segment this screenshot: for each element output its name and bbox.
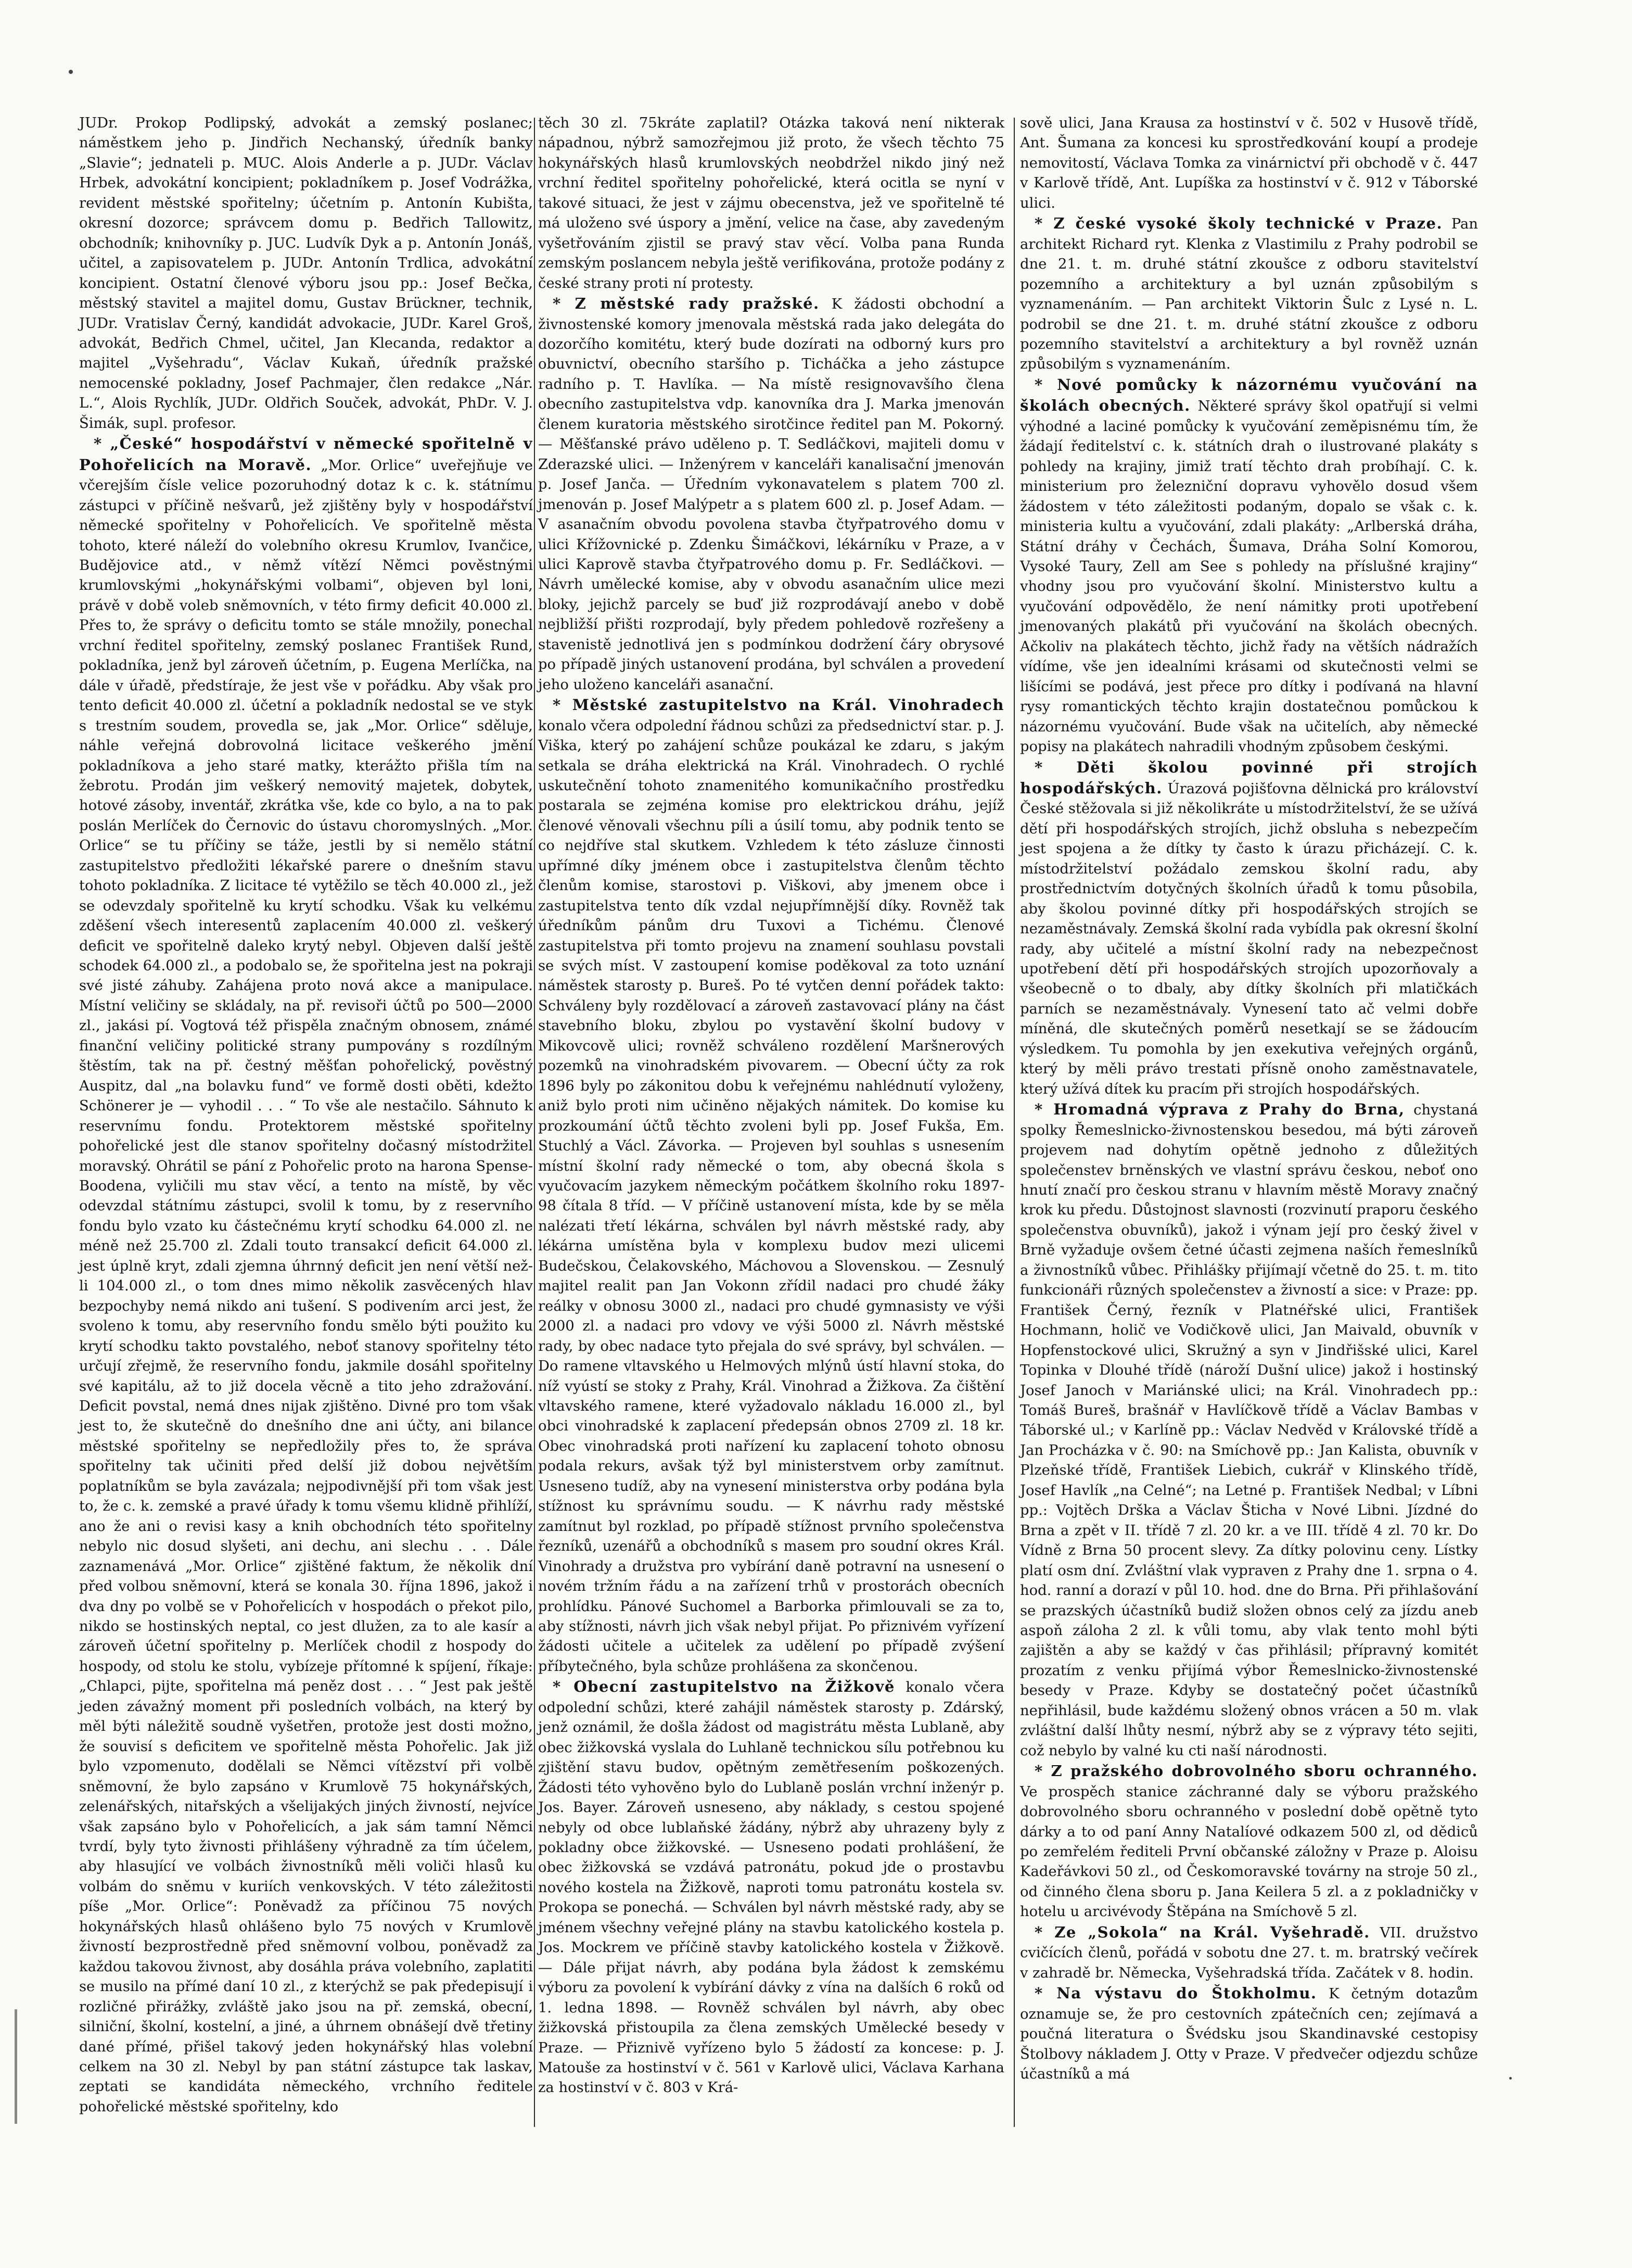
article-body: VII. družstvo cvičících členů, pořádá v sobotu dne 27. t. m. bratrský večírek v zahradě br. Německa, Vyšehradská třída. Začátek v 8. hodin. xyxy=(1020,1924,1478,1981)
article-heading: * Hromadná výprava z Prahy do Brna, xyxy=(1035,1100,1405,1119)
article-paragraph xyxy=(1020,1983,1478,2084)
text-paragraph xyxy=(538,113,1004,294)
article-paragraph xyxy=(538,695,1004,1677)
article-body: K četným dotazům oznamuje se, že pro cestovních zpátečních cen; zejímavá a poučná literatura o Švédsku jsou Skandinavské cestopisy Štolbovy nákladem J. Otty v Praze. V předvečer odjezdu schůze účastníků a má xyxy=(1020,1986,1478,2082)
article-heading: * Z městské rady pražské. xyxy=(553,295,820,313)
page-edge-mark xyxy=(15,2009,17,2124)
article-paragraph xyxy=(1020,1099,1478,1761)
article-body: konalo včera odpolední schůzi, které zahájil náměstek starosty p. Zdárský, jenž oznámil, že došla žádost od magistrátu města Lublaně, aby obec žižkovská vyslala do Luhlaně technickou sílu potřebnou ku zjištění stavu budov, opětným zemětřesením poškozených. Žádosti této vyhověno bylo do Lublaně poslán vrchní inženýr p. Jos. Bayer. Zároveň usneseno, aby náklady, s cestou spojené nebyly od obce lublaňské žádány, nýbrž aby uhrazeny byly z pokladny obce žižkovské. — Usneseno podati prohlášení, že obec žižkovská se vzdává patronátu, pokud jde o prostavbu nového kostela na Žižkově, naproti tomu patronátu kostela sv. Prokopa se ponechá. — Schválen byl návrh městské rady, aby se jménem všechny veřejné plány na stavbu katolického kostela p. Jos. Mockrem ve příčině stavby katolického kostela v Žižkově. — Dále přijat návrh, aby podána byla žádost k zemskému výboru za povolení k vybírání dávky z vína na dalších 6 roků od 1. ledna 1898. — Rovněž schválen byl návrh, aby obec žižkovská přistoupila za člena zemských Umělecké besedy v Praze. — Přiznivě vyřízeno bylo 5 žádostí za koncese: p. J. Matouše za hostinství v č. 561 v Karlově ulici, Václava Karhana za hostinství v č. 803 v Krá- xyxy=(538,1679,1004,2096)
column-rule-1 xyxy=(534,118,535,2127)
article-paragraph xyxy=(1020,213,1478,375)
article-body: „Mor. Orlice“ uveřejňuje ve včerejším čísle velice pozoruhodný dotaz k c. k. státnímu zástupci v příčině nešvarů, jež zjištěny byly v hospodářství německé spořitelny v Pohořelicích. Ve spořitelně města tohoto, které náleží do volebního okresu Krumlov, Ivančice, Budějovice atd., v němž vítězí Němci pověstnými krumlovskými „hokynářskými volbami“, objeven byl loni, právě v době voleb sněmovních, v této firmy deficit 40.000 zl. Přes to, že správy o deficitu tomto se stále množily, ponechal vrchní ředitel spořitelny, zemský poslanec František Rund, pokladníka, jenž byl zároveň účetním, p. Eugena Merlíčka, na dále v úřadě, předstíraje, že jest vše v pořádku. Aby však pro tento deficit 40.000 zl. účetní a pokladník nedostal se ve styk s trestním soudem, provedla se, jak „Mor. Orlice“ sděluje, náhle veřejná dobrovolná licitace veškerého jmění pokladníkova a jeho staré matky, kterážto přišla tím na žebrotu. Prodán jim veškerý nemovitý majetek, dobytek, hotové zásoby, inventář, zkrátka vše, kde co bylo, a na to pak poslán Merlíček do Černovic do ústavu choromyslných. „Mor. Orlice“ se tu příčiny se táže, jestli by si nemělo státní zastupitelstvo předložiti lékařské parere o dnešním stavu tohoto pokladníka. Z licitace té vytěžilo se těch 40.000 zl., jež se odevzdaly spořitelně ku krytí schodku. Však ku velkému zděšení všech interesentů zaplacením 40.000 zl. veškerý deficit ve spořitelně daleko krytý nebyl. Objeven další ještě schodek 64.000 zl., a podobalo se, že spořitelna jest na pokraji své jisté záhuby. Zahájena proto nová akce a manipulace. Místní veličiny se skládaly, na př. revisoři účtů po 500—2000 zl., jakási pí. Vogtová též přispěla značným obnosem, známé finanční veličiny politické strany pumpovány s rozdílným štěstím, tak na př. čestný měšťan pohořelický, pověstný Auspitz, dal „na bolavku fund“ ve formě dosti oběti, kdežto Schönerer je — vyhodil . . . “ To vše ale nestačilo. Sáhnuto k reservnímu fondu. Protektorem městské spořitelny pohořelické jest dle stanov spořitelny dočasný místodržitel moravský. Ohrátil se pání z Pohořelic proto na harona Spense-Boodena, vyličili mu stav věcí, a tento na místě, by věc odevzdal státnímu zástupci, svolil k tomu, by z reservního fondu bylo vzato ku částečnému krytí schodku 64.000 zl. ne méně než 25.700 zl. Zdali touto transakcí deficit 64.000 zl. jest úplně kryt, zdali zjemna úhrnný deficit jen není větší než-li 104.000 zl., o tom dnes mimo několik zasvěcených hlav bezpochyby nemá nikdo ani tušení. S podivením arci jest, že svoleno k tomu, aby reservního fondu smělo býti použito ku krytí schodku takto povstalého, neboť stanovy spořitelny této určují zřejmě, že reservního fondu, jakmile dosáhl spořitelny své kapitálu, až to již docela věcně a tito jeho zdražování. Deficit povstal, nemá dnes nijak zjištěno. Divné pro tom však jest to, že skutečně do dnešního dne ani účty, ani bilance městské spořitelny se nepředložily přes to, že správa spořitelny tak učiniti před delší již dobou největším poplatníkům se byla zavázala; nejpodivnější při tom však jest to, že c. k. zemské a pravé úřady k tomu všemu klidně přihlíží, ano že ani o revisi kasy a knih obchodních této spořitelny nebylo nic dosud slyšeti, ani dechu, ani slechu . . . Dále zaznamenává „Mor. Orlice“ zjištěné faktum, že několik dní před volbou sněmovní, která se konala 30. října 1896, jakož i dva dny po volbě se v Pohořelicích v hospodách o překot pilo, nikdo se hostinských neptal, co jest dlužen, za to ale kasír a zároveň účetní spořitelny p. Merlíček chodil z hospody do hospody, od stolu ke stolu, vybízeje přítomné k spíjení, říkaje: „Chlapci, pijte, spořitelna má peněz dost . . . “ Jest pak ještě jeden závažný moment při posledních volbách, na který by měl býti náležitě soudně vyšetřen, protože jest dosti možno, že souvisí s deficitem ve spořitelně města Pohořelic. Jak již bylo vzpomenuto, dodělali se Němci vítězství při volbě sněmovní, že bylo zapsáno v Krumlově 75 hokynářských, zelenářských, nitařských a všelijakých jiných živností, nejvíce však zapsáno bylo v Pohořelicích, a jak sám tamní Němci tvrdí, byly tyto živnosti přihlášeny výhradně za tím účelem, aby hlasující ve volbách živnostníků měli voliči hlasů ku volbám do sněmu v kuriích venkovských. V této záležitosti píše „Mor. Orlice“: Poněvadž za příčinou 75 nových hokynářských hlasů ohlášeno bylo 75 nových v Krumlově živností bezprostředně před sněmovní volbou, poněvadž za každou takovou živnost, aby dosáhla práva volebního, zaplatiti se musilo na přímé daní 10 zl., z kterýchž se pak předepisují i rozličné přirážky, zvláště jako jsou na př. zemská, obecní, silniční, školní, kostelní, a jiné, a úhrnem obnášejí dvě třetiny dané přímé, přišel takový jeden hokynářský hlas volební celkem na 30 zl. Nebyl by pan státní zástupce tak laskav, zeptati se kandidáta německého, vrchního ředitele pohořelické městské spořitelny, kdo xyxy=(79,457,533,2115)
article-heading: * Na výstavu do Štokholmu. xyxy=(1035,1984,1317,2003)
text-column-2 xyxy=(538,113,1004,2098)
article-heading: * Nové pomůcky k názornému vyučování na školách obecných. xyxy=(1020,375,1478,415)
article-paragraph xyxy=(1020,757,1478,1100)
margin-dot xyxy=(69,70,73,74)
text-column-3 xyxy=(1020,113,1478,2084)
text-column-1 xyxy=(79,113,533,2117)
column-rule-2 xyxy=(1014,118,1015,2127)
article-body: sově ulici, Jana Krausa za hostinství v č. 502 v Husově třídě, Ant. Šumana za koncesi ku sprostředkování koupí a prodeje nemovitostí, Václava Tomka za vinárnictví při obchodě v č. 447 v Karlově třídě, Ant. Lupíška za hostinství v č. 912 v Táborské ulici. xyxy=(1020,115,1478,211)
article-heading: * Z české vysoké školy technické v Praze. xyxy=(1035,214,1443,233)
text-paragraph xyxy=(1020,113,1478,213)
margin-dot-bottom xyxy=(1509,2077,1512,2080)
article-paragraph xyxy=(1020,375,1478,757)
text-paragraph xyxy=(79,113,533,434)
article-body: K žádosti obchodní a živnostenské komory jmenovala městská rada jako delegáta do dozorčího komitétu, který bude dozírati na odborný kurs pro obuvnictví, obecního staršího p. Ticháčka a jeho zástupce radního p. T. Havlíka. — Na místě resignovavšího člena obecního zastupitelstva vdp. kanovníka dra J. Marka jmenován členem kuratoria městského sirotčince ředitel pan M. Pokorný. — Měšťanské právo uděleno p. T. Sedláčkovi, majiteli domu v Zderazské ulici. — Inženýrem v kanceláři kanalisační jmenován p. Josef Janča. — Úředním vykonavatelem s platem 700 zl. jmenován p. Josef Malýpetr a s platem 600 zl. p. Josef Adam. — V asanačním obvodu povolena stavba čtyřpatrového domu v ulici Křížovnické p. Zdenku Šimáčkovi, lékárníku v Praze, a v ulici Kaprově stavba čtyřpatrového domu p. Fr. Sedláčkovi. — Návrh umělecké komise, aby v obvodu asanačním ulice mezi bloky, jejichž parcely se buď již rozprodávají anebo v době nejbližší přišti rozprodají, byly předem pohledově rozřešeny a stavenistě jednotlivá jen s podmínkou dodržení čáry obrysové po případě jiných ustanovení prodána, byl schválen a provedení jeho uloženo kanceláři asanační. xyxy=(538,296,1004,693)
article-heading: * „České“ hospodářství v německé spořitelně v Pohořelicích na Moravě. xyxy=(79,435,533,474)
article-heading: * Z pražského dobrovolného sboru ochranného. xyxy=(1035,1762,1478,1780)
article-body: JUDr. Prokop Podlipský, advokát a zemský poslanec; náměstkem jeho p. Jindřich Nechanský, úředník banky „Slavie“; jednateli p. MUC. Alois Anderle a p. JUDr. Václav Hrbek, advokátní koncipient; pokladníkem p. Josef Vodrážka, revident městské spořitelny; účetním p. Antonín Kubišta, okresní dozorce; správcem domu p. Bedřich Tallowitz, obchodník; knihovníky p. JUC. Ludvík Dyk a p. Antonín Jonáš, učitel, a zapisovatelem p. JUDr. Antonín Trdlica, advokátní koncipient. Ostatní členové výboru jsou pp.: Josef Bečka, městský stavitel a majitel domu, Gustav Brückner, technik, JUDr. Vratislav Černý, kandidát advokacie, JUDr. Karel Groš, advokát, Bedřich Chmel, učitel, Jan Klecanda, redaktor a majitel „Vyšehradu“, Václav Kukaň, úředník pražské nemocenské pokladny, Josef Pachmajer, člen redakce „Nár. L.“, Alois Rychlík, JUDr. Oldřich Souček, advokát, PhDr. V. J. Šimák, supl. profesor. xyxy=(79,115,533,432)
article-body: Ve prospěch stanice záchranné daly se výboru pražského dobrovolného sboru ochranného v poslední době opětně tyto dárky a to od paní Anny Natalíové odkazem 500 zl, od dědiců po zemřelém řediteli První občanské záložny v Praze p. Aloisu Kadeřávkovi 50 zl., od Českomoravské továrny na stroje 50 zl., od činného člena sboru p. Jana Keilera 5 zl. a z pokladničky v hotelu u arcivévody Štěpána na Smíchově 5 zl. xyxy=(1020,1783,1478,1920)
article-paragraph xyxy=(538,1677,1004,2098)
article-heading: * Ze „Sokola“ na Král. Vyšehradě. xyxy=(1035,1923,1370,1941)
article-paragraph xyxy=(79,434,533,2117)
article-heading: * Obecní zastupitelstvo na Žižkově xyxy=(553,1678,895,1696)
article-body: chystaná spolky Řemeslnicko-živnostenskou besedou, má býti zároveň projevem nad dohytím opětně jednoho z důležitých společenstev brněnských ve vlastní správu českou, neboť ono hnutí značí pro českou stranu v hlavním městě Moravy značný krok ku předu. Důstojnost slavnosti (rozvinutí praporu českého společenstva obuvníků), jakož i výnam její pro český živel v Brně vyžaduje ovšem četné účasti zejmena naších řemeslníků a živnostníků vůbec. Přihlášky přijímají včetně do 25. t. m. tito funkcionáři různých společenstev a živností a sice: v Praze: pp. František Černý, řezník v Platnéřské ulici, František Hochmann, holič ve Vodičkově ulici, Jan Maivald, obuvník v Hopfenstockové ulici, Skružný a syn v Jindřišské ulici, Karel Topinka v Dlouhé třídě (nároží Dušní ulice) jakož i hostinský Josef Janoch v Mariánské ulici; na Král. Vinohradech pp.: Tomáš Bureš, brašnář v Havlíčkově třídě a Václav Bambas v Táborské ul.; v Karlíně pp.: Václav Nedvěd v Královské třídě a Jan Procházka v č. 90: na Smíchově pp.: Jan Kalista, obuvník v Plzeňské třídě, František Liebich, cukrář v Klinského třídě, Josef Havlík „na Celné“; na Letné p. František Nedbal; v Líbni pp.: Vojtěch Drška a Václav Šticha v Nové Libni. Jízdné do Brna a zpět v II. třídě 7 zl. 20 kr. a ve III. třídě 4 zl. 70 kr. Do Vídně z Brna 50 procent slevy. Za dítky polovinu ceny. Lístky platí osm dní. Zvláštní vlak vypraven z Prahy dne 1. srpna o 4. hod. ranní a dorazí v půl 10. hod. dne do Brna. Při přihlašování se prazských účastníků budiž složen obnos celý za jízdu aneb aspoň záloha 2 zl. k vůli tomu, aby vlak tento mohl býti zajištěn a aby se každý v čas přihlásil; přípravný komitét prozatím z venku přijímá výbor Řemeslnicko-živnostenské besedy v Praze. Kdyby se dostatečný počet účastníků nepřihlásil, bude každému složený obnos vrácen a 50 m. vlak zvláštní další lhůty nesmí, nýbrž aby se z výpravy této sejiti, což nebylo by valné ku cti naší národnosti. xyxy=(1020,1102,1478,1759)
article-body: Pan architekt Richard ryt. Klenka z Vlastimilu z Prahy podrobil se dne 21. t. m. druhé státní zkoušce z odboru stavitelství pozemního a architektury a byl uznán způsobilým s vyznamenáním. — Pan architekt Viktorin Šulc z Lysé n. L. podrobil se dne 21. t. m. druhé státní zkoušce z odboru pozemního stavitelství a architektury a byl rovněž uznán způsobilým s vyznamenáním. xyxy=(1020,216,1478,373)
article-paragraph xyxy=(1020,1922,1478,1983)
article-heading: * Městské zastupitelstvo na Král. Vinohradech xyxy=(553,696,1004,714)
article-paragraph xyxy=(1020,1761,1478,1922)
article-paragraph xyxy=(538,294,1004,695)
article-body: těch 30 zl. 75kráte zaplatil? Otázka taková není nikterak nápadnou, nýbrž samozřejmou již proto, že všech těchto 75 hokynářských hlasů krumlovských neobdržel nikdo jiný než vrchní ředitel spořitelny pohořelické, která ocitla se nyní v takové situaci, že jest v zájmu obecenstva, jež ve spořitelně té má uloženo své úspory a jmění, velice na čase, aby zavedeným vyšetřováním zjistil se pravý stav věcí. Volba pana Runda zemským poslancem nebyla ještě verifikována, protože podány z české strany proti ní protesty. xyxy=(538,115,1004,292)
article-body: konalo včera odpolední řádnou schůzi za předsednictví star. p. J. Viška, který po zahájení schůze poukázal ke zdaru, s jakým setkala se dráha elektrická na Král. Vinohradech. O rychlé uskutečnění tohoto znamenitého komunikačního prostředku postarala se zejména komise pro elektrickou dráhu, jejíž členové věnovali všechnu píli a úsilí tomu, aby podnik tento se co nejdříve stal skutkem. Vzhledem k této zásluze činnosti upřímné díky jménem obce i zastupitelstva členům těchto členům komise, starostovi p. Viškovi, aby jmenem obce i zastupitelstva tento dík vzdal nejupřímnější díky. Rovněž tak úředníkům pánům dru Tuxovi a Tichému. Členové zastupitelstva při tomto projevu na znamení souhlasu povstali se svých míst. V zastoupení komise poděkoval za toto uznání náměstek starosty p. Bureš. Po té vytčen denní pořádek takto: Schváleny byly rozdělovací a zároveň zastavovací plány na část stavebního bloku, zbylou po vystavění školní budovy v Mikovcově ulici; rovněž schváleno rozdělení Maršnerových pozemků na vinohradském pivovarem. — Obecní účty za rok 1896 byly po zákonitou dobu k veřejnému nahlédnutí vyloženy, aniž bylo proti nim učiněno nějakých námitek. Do komise ku prozkoumání účtů těchto zvoleni byli pp. Josef Fukša, Em. Stuchlý a Václ. Závorka. — Projeven byl souhlas s usnesením místní školní rady německé o tom, aby obecná škola s vyučovacím jazykem německým počátkem školního roku 1897-98 čítala 8 tříd. — V příčině ustanovení místa, kde by se měla nalézati třetí lékárna, schválen byl návrh městské rady, aby lékárna umístěna byla v komplexu budov mezi ulicemi Budečskou, Čelakovského, Máchovou a Slovenskou. — Zesnulý majitel realit pan Jan Vokonn zřídil nadaci pro chudé žáky reálky v obnosu 3000 zl., nadaci pro chudé gymnasisty ve výši 2000 zl. a nadaci pro vdovy ve výši 5000 zl. Návrh městské rady, by obec nadace tyto přejala do své správy, byl schválen. — Do ramene vltavského u Helmových mlýnů ústí hlavní stoka, do níž vyústí se stoky z Prahy, Král. Vinohrad a Žižkova. Za čištění vltavského ramene, které vyžadovalo nákladu 16.000 zl., byl obci vinohradské k zaplacení předepsán obnos 2709 zl. 18 kr. Obec vinohradská proti nařízení ku zaplacení tohoto obnosu podala rekurs, avšak týž byl ministerstvem orby zamítnut. Usneseno tudíž, aby na vynesení ministerstva orby podána byla stížnost ku správnímu soudu. — K návrhu rady městské zamítnut byl rozklad, po případě stížnost prvního společenstva řezníků, uzenářů a obchodníků s masem pro soudní okres Král. Vinohrady a družstva pro vybírání daně potravní na usnesení o novém tržním řádu a na zařízení trhů v prostorách obecních prohlídku. Pánové Suchomel a Barborka přimlouvali se za to, aby stížnosti, návrh jich však nebyl přijat. Po přiznivém vyřízení žádosti učitele a učitelek za udělení po případě zvýšení příbytečného, byla schůze prohlášena za skončenou. xyxy=(538,717,1004,1675)
article-heading: * Děti školou povinné při strojích hospodářských. xyxy=(1020,758,1478,797)
article-body: Úrazová pojišťovna dělnická pro království České stěžovala si již několikráte u místodržitelství, že se užívá dětí při hospodářských strojích, jichž obsluha s nebezpečím jest spojena a že dítky ty často k úrazu přicházejí. C. k. místodržitelství požádalo zemskou školní radu, aby prostřednictvím dotyčných školních úřadů k tomu působila, aby školou povinné dítky při hospodářských strojích se nezaměstnávaly. Zemská školní rada vybídla pak okresní školní rady, aby učitelé a místní školní rady na nebezpečnost upotřebení dětí při hospodářských strojích upozorňovaly a všeobecně o to dbaly, aby dítky školních při mlatičkách parních se nezaměstnávaly. Vynesení tato ač velmi dobře míněná, dle skutečných poměrů nesetkají se se žádoucím výsledkem. Tu pomohla by jen exekutiva veřejných orgánů, který by měli právo trestati přísně onoho zaměstnavatele, který užívá dítek ku pracím při strojích hospodářských. xyxy=(1020,780,1478,1097)
article-body: Některé správy škol opatřují si velmi výhodné a laciné pomůcky k vyučování zeměpisnému tím, že žádají ředitelství c. k. státních drah o ilustrované plakáty s pohledy na krajiny, jimiž tratí těchto drah probíhají. C. k. ministerium pro železniční dopravu vyhovělo dosud všem žádostem v této záležitosti podaným, dopalo se však c. k. ministeria kultu a vyučování, zdali plakáty: „Arlberská dráha, Státní dráhy v Čechách, Šumava, Dráha Solní Komorou, Vysoké Taury, Zell am See s pohledy na příslušné krajiny“ vhodny jsou pro vyučování školní. Ministerstvo kultu a vyučování odpovědělo, že není námitky proti upotřebení jmenovaných plakátů při vyučování na školách obecných. Ačkoliv na plakátech těchto, jichž řady na větších nádražích vídíme, vše jen idealními krásami od skutečnosti velmi se lišícími se podává, jest přece pro dítky i podívaná na hlavní rysy romantických těchto krajin dostatečnou pomůckou k názornému vyučování. Bude však na učitelích, aby německé popisy na plakátech nahradili vhodným způsobem českými. xyxy=(1020,398,1478,755)
